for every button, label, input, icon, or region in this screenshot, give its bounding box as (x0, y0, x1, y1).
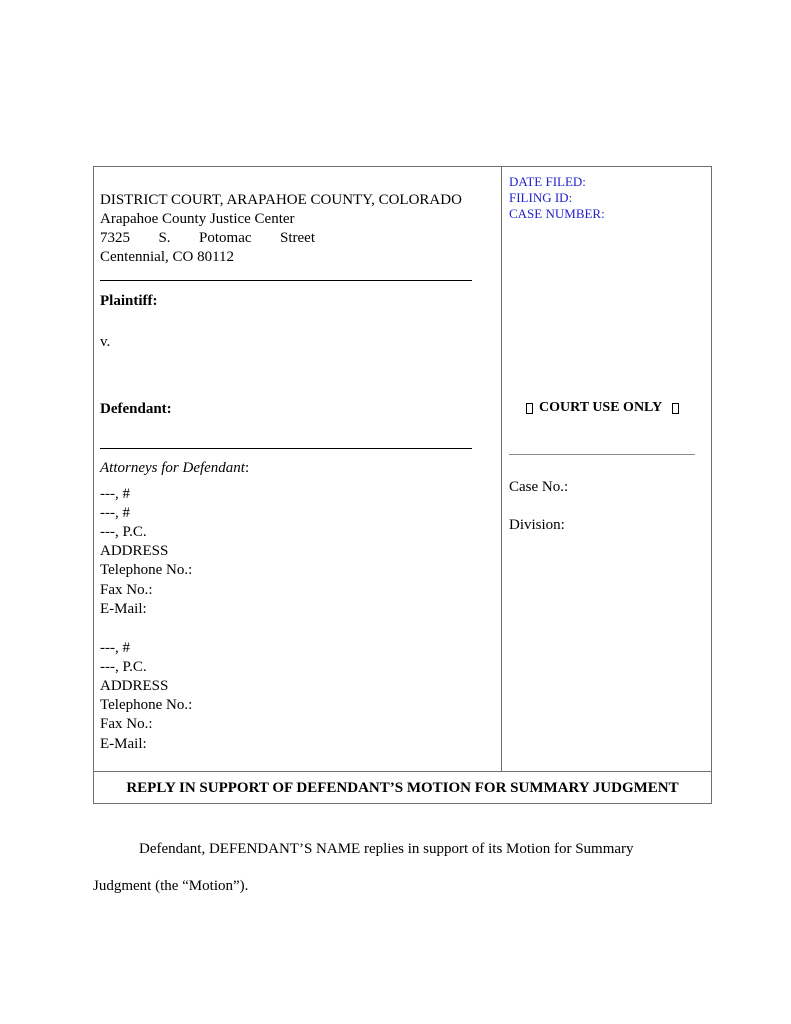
body-paragraph-line-1: Defendant, DEFENDANT’S NAME replies in support of its Motion for Summary (139, 841, 634, 857)
street-suffix: Street (280, 230, 315, 246)
address-line: ADDRESS (100, 678, 169, 694)
box-icon (672, 403, 679, 414)
versus-label: v. (100, 334, 111, 350)
attorneys-colon: : (244, 460, 250, 476)
court-street (100, 229, 315, 248)
attorneys-heading (100, 459, 249, 478)
fax-line: Fax No.: (100, 582, 153, 598)
telephone-line: Telephone No.: (100, 697, 193, 713)
court-name: DISTRICT COURT, ARAPAHOE COUNTY, COLORADO (100, 192, 462, 208)
address-line: ADDRESS (100, 543, 169, 559)
court-city: Centennial, CO 80112 (100, 249, 235, 265)
street-name: Potomac (199, 230, 252, 246)
attorney-1-line: ---, # (100, 486, 130, 502)
attorney-2-line: ---, # (100, 505, 130, 521)
plaintiff-label: Plaintiff: (100, 293, 158, 309)
email-line: E-Mail: (100, 601, 147, 617)
email-line: E-Mail: (100, 736, 147, 752)
box-icon (526, 403, 533, 414)
court-building: Arapahoe County Justice Center (100, 211, 295, 227)
firm-line: ---, P.C. (100, 659, 147, 675)
divider-line (509, 454, 695, 455)
case-number-label: CASE NUMBER: (509, 206, 605, 221)
division-label: Division: (509, 517, 565, 533)
divider-line (100, 448, 472, 449)
body-paragraph-line-2: Judgment (the “Motion”). (93, 878, 249, 894)
case-no-label: Case No.: (509, 479, 569, 495)
filing-id-label: FILING ID: (509, 190, 573, 205)
street-number: 7325 (100, 230, 130, 246)
court-use-label: COURT USE ONLY (539, 400, 663, 415)
defendant-label: Defendant: (100, 401, 172, 417)
telephone-line: Telephone No.: (100, 562, 193, 578)
caption-right-column (502, 167, 712, 771)
attorney-3-line: ---, # (100, 640, 130, 656)
caption-left-column (94, 167, 502, 771)
caption-table (93, 166, 712, 804)
fax-line: Fax No.: (100, 716, 153, 732)
divider-line (100, 280, 472, 281)
firm-line: ---, P.C. (100, 524, 147, 540)
street-direction: S. (158, 230, 171, 246)
court-use-only (520, 400, 685, 416)
date-filed-label: DATE FILED: (509, 174, 586, 189)
document-title: REPLY IN SUPPORT OF DEFENDANT’S MOTION FOR SUMMARY JUDGMENT (94, 771, 711, 803)
attorneys-label: Attorneys for Defendant (100, 460, 245, 476)
